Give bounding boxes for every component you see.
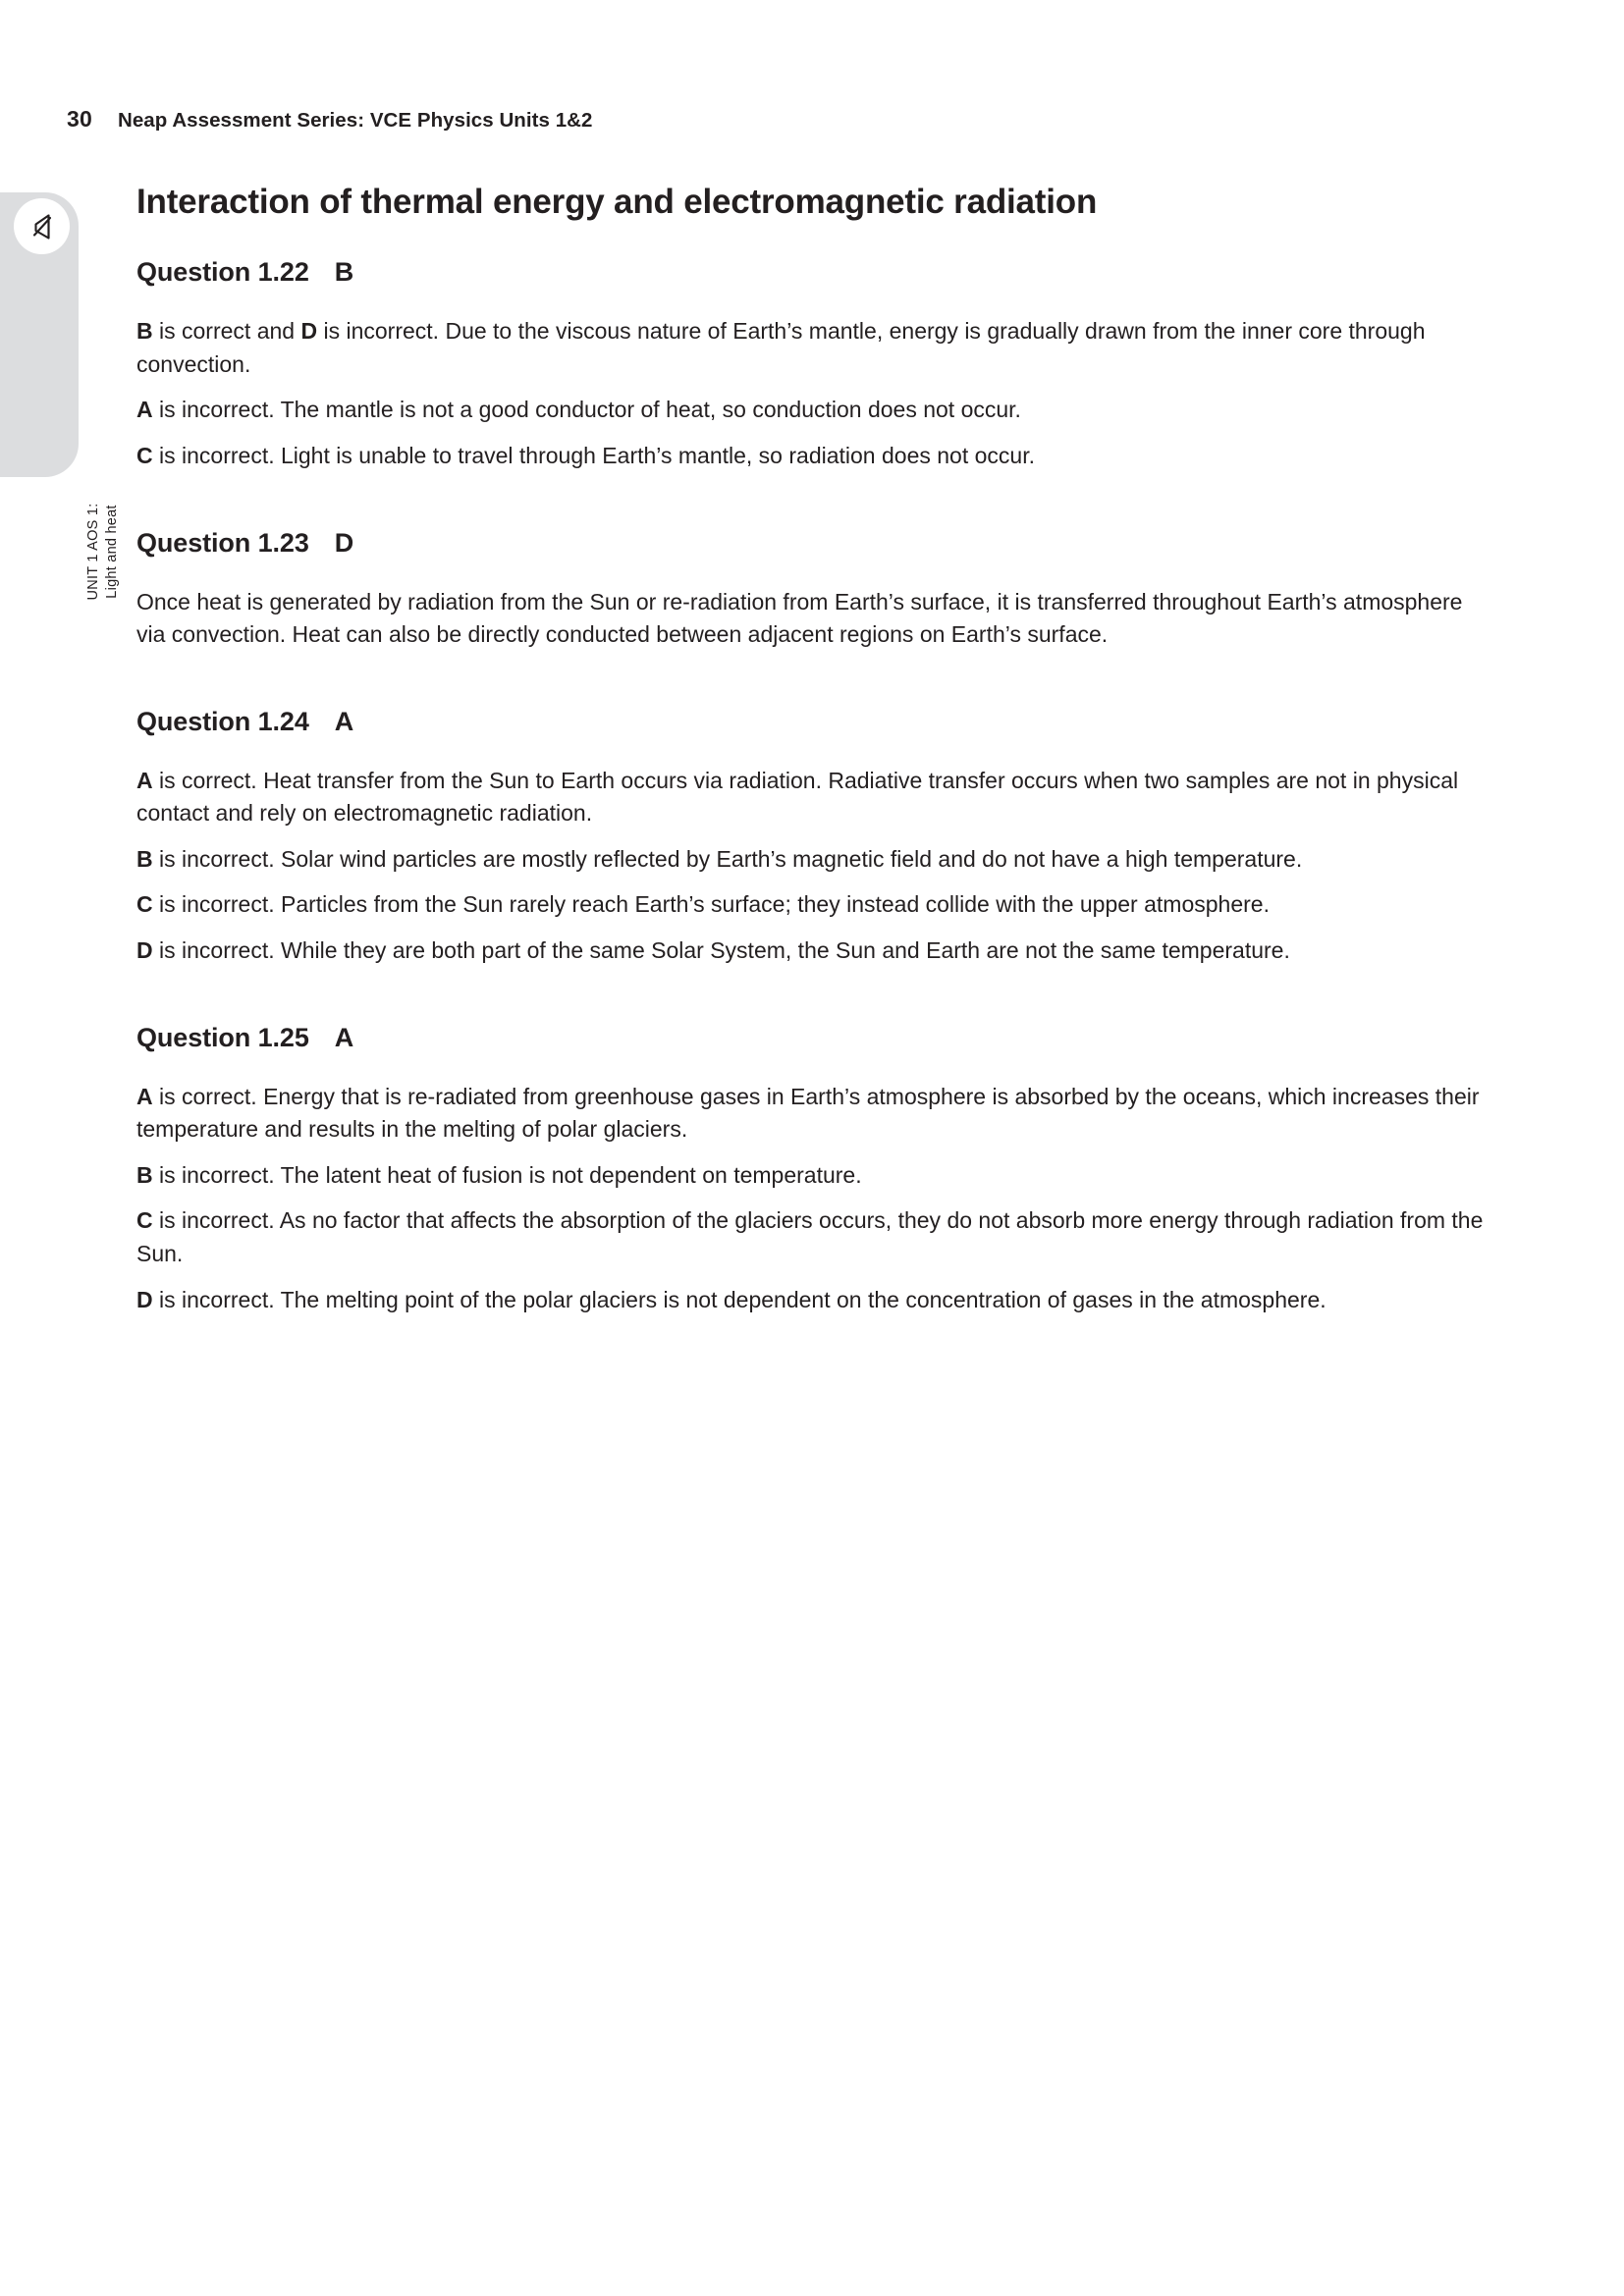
question-heading: [136, 707, 1491, 737]
question-block: [136, 257, 1491, 472]
light-ray-icon: [14, 198, 70, 254]
explanation-paragraph: [136, 440, 1491, 473]
question-label: Question 1.22: [136, 257, 309, 288]
page-number: 30: [67, 106, 92, 132]
question-heading: [136, 257, 1491, 288]
explanation-paragraph: [136, 888, 1491, 922]
option-letter: D: [136, 1286, 153, 1312]
explanation-paragraph: [136, 1081, 1491, 1147]
question-heading: [136, 528, 1491, 559]
explanation-text: is incorrect. The melting point of the polar glaciers is not dependent on the concentration of gases in the atmosphere.: [152, 1286, 1326, 1312]
option-letter: A: [136, 397, 153, 423]
explanation-paragraph: [136, 586, 1491, 652]
explanation-text: is incorrect. Due to the viscous nature of Earth’s mantle, energy is gradually drawn from the inner core through convection.: [136, 318, 1426, 377]
question-answer: A: [334, 1022, 354, 1052]
unit-tab-label: [73, 455, 134, 648]
question-heading: [136, 1023, 1491, 1053]
question-answer: B: [334, 257, 354, 288]
option-letter: A: [136, 767, 153, 793]
page-title: Interaction of thermal energy and electromagnetic radiation: [136, 183, 1098, 221]
unit-tab[interactable]: [0, 192, 120, 601]
explanation-paragraph: [136, 843, 1491, 877]
question-answer: A: [334, 706, 354, 736]
page-header: [67, 106, 592, 133]
explanation-paragraph: [136, 1204, 1491, 1270]
header-title: Neap Assessment Series: VCE Physics Units 1&2: [118, 109, 593, 132]
option-letter: B: [136, 318, 153, 345]
explanation-text: is incorrect. Light is unable to travel through Earth’s mantle, so radiation does not occur.: [152, 442, 1035, 468]
question-label: Question 1.23: [136, 527, 309, 558]
option-letter: D: [300, 318, 318, 345]
question-block: [136, 1023, 1491, 1316]
explanation-text: Once heat is generated by radiation from the Sun or re-radiation from Earth’s surface, it is transferred throughout Earth’s atmosphere via convection. Heat can also be directly conducted between adjacent regions on Earth’s surface.: [136, 588, 1463, 648]
option-letter: C: [136, 1207, 153, 1234]
question-answer: D: [334, 527, 354, 558]
option-letter: D: [136, 937, 153, 964]
question-label: Question 1.25: [136, 1022, 309, 1052]
explanation-text: is correct. Energy that is re-radiated from greenhouse gases in Earth’s atmosphere is absorbed by the oceans, which increases their temperature and results in the melting of polar glaciers.: [136, 1083, 1480, 1143]
unit-tab-line1: UNIT 1 AOS 1:: [84, 503, 101, 601]
explanation-paragraph: [136, 315, 1491, 381]
explanation-text: is incorrect. Particles from the Sun rarely reach Earth’s surface; they instead collide with the upper atmosphere.: [152, 891, 1270, 918]
option-letter: A: [136, 1083, 153, 1109]
explanation-text: is incorrect. While they are both part of the same Solar System, the Sun and Earth are not the same temperature.: [152, 937, 1290, 964]
explanation-paragraph: [136, 1159, 1491, 1193]
explanation-text: is correct. Heat transfer from the Sun to Earth occurs via radiation. Radiative transfer occurs when two samples are not in physical contact and rely on electromagnetic radiation.: [136, 767, 1459, 827]
question-block: [136, 707, 1491, 968]
explanation-paragraph: [136, 1284, 1491, 1317]
question-label: Question 1.24: [136, 706, 309, 736]
option-letter: B: [136, 1161, 153, 1188]
question-block: [136, 528, 1491, 652]
explanation-text: is correct and: [152, 318, 301, 345]
explanation-paragraph: [136, 765, 1491, 830]
explanation-text: is incorrect. The mantle is not a good conductor of heat, so conduction does not occur.: [152, 397, 1021, 423]
option-letter: C: [136, 442, 153, 468]
explanation-paragraph: [136, 934, 1491, 968]
explanation-text: is incorrect. The latent heat of fusion is not dependent on temperature.: [152, 1161, 862, 1188]
explanation-paragraph: [136, 394, 1491, 427]
explanation-text: is incorrect. Solar wind particles are mostly reflected by Earth’s magnetic field and do not have a high temperature.: [152, 845, 1303, 872]
content-column: [136, 183, 1491, 1316]
unit-tab-line2: Light and heat: [104, 505, 120, 599]
option-letter: B: [136, 845, 153, 872]
option-letter: C: [136, 891, 153, 918]
explanation-text: is incorrect. As no factor that affects the absorption of the glaciers occurs, they do not absorb more energy through radiation from the Sun.: [136, 1207, 1484, 1266]
